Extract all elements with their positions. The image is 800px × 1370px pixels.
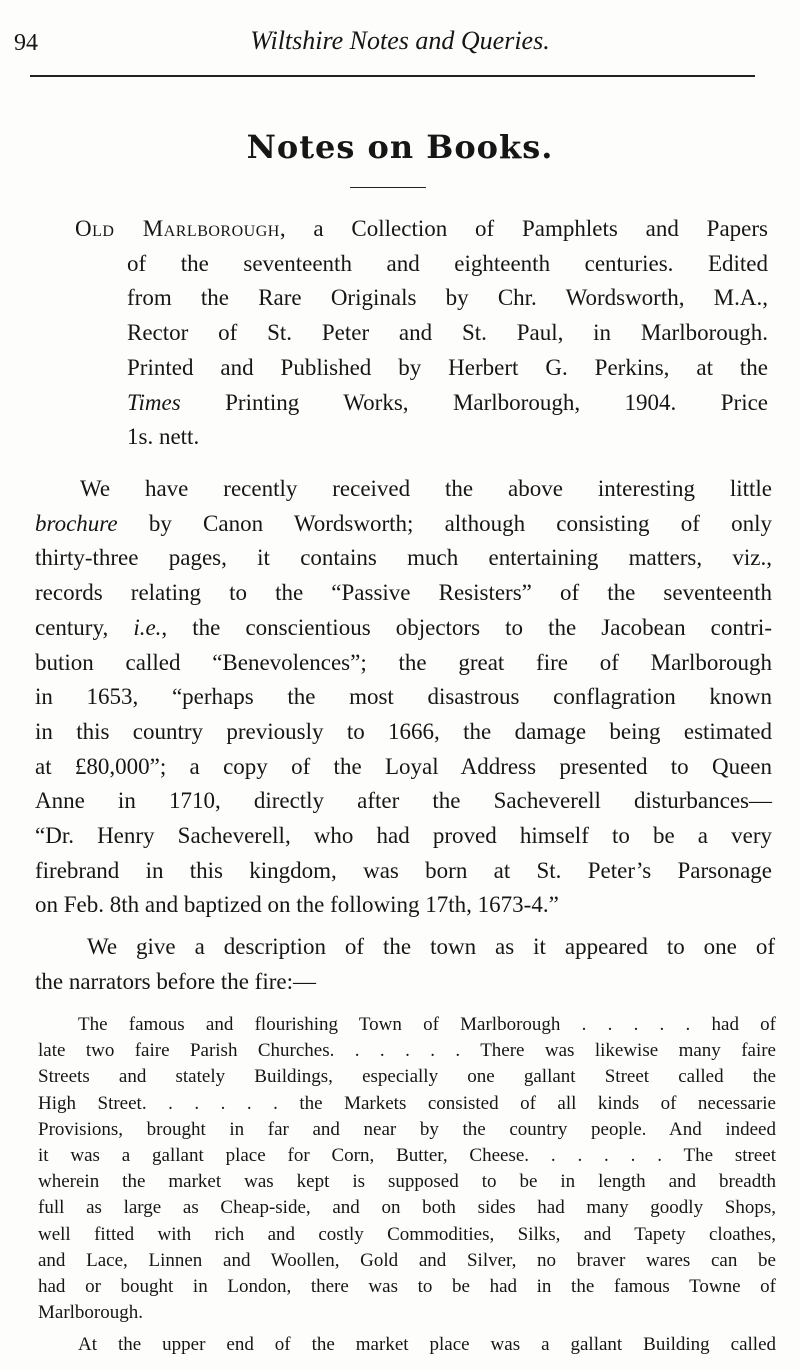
quotation-line <box>38 1274 776 1300</box>
text-span: thirty-three pages, it contains much entertaining matters, viz., <box>35 545 772 571</box>
text-span: well fitted with rich and costly Commodities, Silks, and Tapety cloathes, <box>38 1223 776 1245</box>
paragraph2-line <box>35 965 775 999</box>
paragraph1-line <box>35 854 772 888</box>
quotation-line <box>38 1117 776 1143</box>
text-span: firebrand in this kingdom, was born at St. Peter’s Parsonage <box>35 857 772 883</box>
text-span: Printed and Published by Herbert G. Perkins, at the <box>127 354 768 380</box>
text-span: it was a gallant place for Corn, Butter, Cheese. . . . . . The street <box>38 1145 776 1166</box>
entry-line <box>127 316 768 350</box>
page-number: 94 <box>14 30 38 56</box>
quotation-line <box>38 1038 776 1064</box>
entry-line <box>127 247 768 281</box>
text-span: from the Rare Originals by Chr. Wordsworth, M.A., <box>127 285 768 311</box>
text-span: “Dr. Henry Sacheverell, who had proved himself to be a very <box>35 823 772 848</box>
text-span: by Canon Wordsworth; although consisting of only <box>117 510 772 536</box>
text-span: We give a description of the town as it appeared to one of <box>87 934 775 959</box>
text-span: and Lace, Linnen and Woollen, Gold and Silver, no braver wares can be <box>38 1249 776 1271</box>
italic-text: Times <box>127 389 181 415</box>
text-span: in 1653, “perhaps the most disastrous conflagration known <box>35 684 772 710</box>
entry-line <box>127 351 768 385</box>
text-span: , a Collection of Pamphlets and Papers <box>279 216 768 241</box>
small-caps-text: Old Marlborough <box>75 216 280 241</box>
text-span: had or bought in London, there was to be had in the famous Towne of <box>38 1276 776 1297</box>
paragraph1-line <box>35 750 772 784</box>
header-rule <box>30 75 755 77</box>
paragraph1-line <box>35 715 772 749</box>
text-span: We have recently received the above interesting little <box>80 476 772 501</box>
text-span: Marlborough. <box>38 1302 144 1324</box>
text-span: The famous and flourishing Town of Marlborough . . . . . had of <box>78 1014 776 1035</box>
text-span: bution called “Benevolences”; the great fire of Marlborough <box>35 649 772 675</box>
quotation-line <box>38 1143 776 1169</box>
text-span: Anne in 1710, directly after the Sacheverell disturbances— <box>35 788 772 814</box>
quotation-line <box>38 1091 776 1117</box>
text-span: late two faire Parish Churches. . . . . . There was likewise many faire <box>38 1040 776 1062</box>
quotation-line <box>78 1012 776 1038</box>
text-span: Streets and stately Buildings, especially one gallant Street called the <box>38 1066 776 1088</box>
paragraph1-line <box>35 784 772 818</box>
text-span: of the seventeenth and eighteenth centuries. Edited <box>127 250 768 276</box>
entry-line <box>127 281 768 315</box>
quotation-line <box>38 1169 776 1195</box>
paragraph1-line <box>35 888 772 922</box>
text-span: Printing Works, Marlborough, 1904. Price <box>180 389 768 415</box>
paragraph1-line <box>80 472 772 506</box>
quotation-line <box>38 1248 776 1274</box>
paragraph2-line <box>87 930 775 964</box>
entry-line <box>127 420 768 454</box>
italic-text: i.e. <box>133 614 162 640</box>
text-span: on Feb. 8th and baptized on the following 17th, 1673-4.” <box>35 892 559 918</box>
title-rule <box>350 187 426 188</box>
text-span: in this country previously to 1666, the damage being estimated <box>35 718 772 744</box>
section-title: Notes on Books. <box>246 128 554 166</box>
paragraph1-line <box>35 646 772 680</box>
entry-line <box>75 212 768 246</box>
quotation-line <box>78 1332 776 1358</box>
text-span: at £80,000”; a copy of the Loyal Address presented to Queen <box>35 753 772 779</box>
text-span: records relating to the “Passive Resisters” of the seventeenth <box>35 580 772 606</box>
quotation-line <box>38 1195 776 1221</box>
paragraph1-line <box>35 507 772 541</box>
running-head: Wiltshire Notes and Queries. <box>250 26 550 55</box>
quotation-line <box>38 1222 776 1248</box>
paragraph1-line <box>35 611 772 645</box>
text-span: the narrators before the fire:— <box>35 969 316 994</box>
quotation-line <box>38 1064 776 1090</box>
text-span: century, <box>35 614 134 640</box>
text-span: full as large as Cheap-side, and on both sides had many goodly Shops, <box>38 1197 776 1219</box>
text-span: At the upper end of the market place was a gallant Building called <box>78 1334 776 1356</box>
entry-line <box>127 386 768 420</box>
text-span: Provisions, brought in far and near by the country people. And indeed <box>38 1118 776 1140</box>
text-span: , the conscientious objectors to the Jacobean contri- <box>161 614 772 640</box>
paragraph1-line <box>35 576 772 610</box>
paragraph1-line <box>35 680 772 714</box>
paragraph1-line <box>35 541 772 575</box>
text-span: 1s. nett. <box>127 424 200 450</box>
italic-text: brochure <box>35 510 118 536</box>
paragraph1-line <box>35 819 772 853</box>
text-span: wherein the market was kept is supposed to be in length and breadth <box>38 1171 776 1193</box>
quotation-line <box>38 1300 776 1326</box>
text-span: High Street. . . . . . the Markets consisted of all kinds of necessarie <box>38 1092 776 1114</box>
text-span: Rector of St. Peter and St. Paul, in Marlborough. <box>127 320 768 346</box>
